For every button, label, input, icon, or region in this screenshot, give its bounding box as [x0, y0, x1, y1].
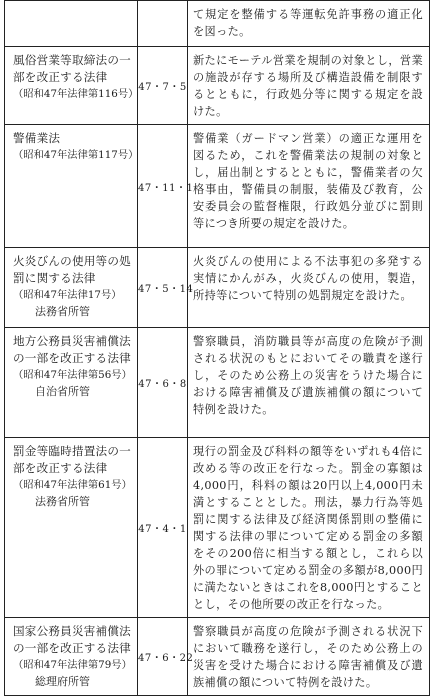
law-number: （昭和47年法律第116号） — [13, 88, 139, 100]
law-cell — [5, 248, 138, 328]
description-text: 警察職員，消防職員等が高度の危険が予測される状況のもとにおいてその職責を遂行し，そのため公務上の災害をうけた場合における障害補償及び遺族補償の額について特例を設けた。 — [193, 335, 423, 416]
law-revision-table — [4, 0, 430, 696]
enactment-date: 47・5・14 — [138, 248, 188, 328]
description-text: 火炎びんの使用による不法事犯の多発する実情にかんがみ，火炎びんの使用，製造，所持等について特別の処罰規定を設けた。 — [193, 255, 423, 302]
description-text: 現行の罰金及び科料の額等をいずれも4倍に改める等の改正を行なった。罰金の寡額は4,000円，科料の額は20円以上4,000円未満とすることとした。刑法，暴力行為等処罰に関する法律及び経済関係罰則の整備に関する法律の罪について定める罰金の多額をその200倍に相当する額とし，これら以外の罪について定める罰金の多額が8,000円に満たないときはこれを8,000円とすることとし，その他所要の改正を行なった。 — [193, 445, 423, 611]
description-text: 警備業（ガードマン営業）の適正な運用を図るため，これを警備業法の規制の対象とし，届出制とするとともに，警備業者の欠格事由，警備員の制服，装備及び教育，公安委員会の監督権限，行政処分並びに罰則等につき所要の規定を設けた。 — [193, 132, 423, 230]
law-cell-empty — [5, 1, 138, 47]
description-cell — [188, 47, 430, 125]
table-row-continuation — [5, 1, 430, 47]
enactment-date: 47・6・22 — [138, 618, 188, 696]
table-row — [5, 438, 430, 618]
law-number: （昭和47年法律第117号） — [13, 149, 139, 161]
description-text: 新たにモーテル営業を規制の対象とし，営業の施設が存する場所及び構造設備を制限するとともに，行政処分等に関する規定を設けた。 — [193, 54, 423, 118]
enactment-date: 47・6・8 — [138, 328, 188, 438]
table-row — [5, 248, 430, 328]
law-name: 国家公務員災害補償法の一部を改正する法律 — [13, 624, 131, 655]
table-row — [5, 328, 430, 438]
law-name: 火炎びんの使用等の処罰に関する法律 — [13, 254, 131, 285]
description-text: て規定を整備する等運転免許事務の適正化を図った。 — [193, 8, 423, 38]
enactment-date: 47・4・1 — [138, 438, 188, 618]
law-cell — [5, 47, 138, 125]
ministry-label: 法務省所管 — [35, 305, 90, 318]
law-cell — [5, 438, 138, 618]
law-number: （昭和47年法律第61号） — [13, 479, 132, 491]
description-text: 警察職員が高度の危険が予測される状況下において職務を遂行し，そのため公務上の災害を受けた場合における障害補償及び遺族補償の額について特例を設けた。 — [193, 625, 423, 689]
enactment-date: 47・11・1 — [138, 125, 188, 248]
law-number: （昭和47年法律17号） — [13, 289, 122, 301]
description-cell — [188, 438, 430, 618]
description-cell — [188, 125, 430, 248]
table-row — [5, 125, 430, 248]
description-cell — [188, 328, 430, 438]
ministry-label: 法務省所管 — [35, 495, 90, 508]
description-cell — [188, 1, 430, 47]
ministry-label: 自治省所管 — [35, 385, 90, 398]
table-row — [5, 47, 430, 125]
description-cell — [188, 248, 430, 328]
enactment-date: 47・7・5 — [138, 47, 188, 125]
law-cell — [5, 125, 138, 248]
law-number: （昭和47年法律第79号） — [13, 659, 132, 671]
law-name: 罰金等臨時措置法の一部を改正する法律 — [13, 444, 131, 475]
law-number: （昭和47年法律第56号） — [13, 369, 132, 381]
law-name: 警備業法 — [13, 131, 61, 145]
law-cell — [5, 328, 138, 438]
law-name: 地方公務員災害補償法の一部を改正する法律 — [13, 334, 131, 365]
ministry-label: 総理府所管 — [35, 675, 90, 688]
date-cell-empty — [138, 1, 188, 47]
law-name: 風俗営業等取締法の一部を改正する法律 — [13, 53, 131, 84]
